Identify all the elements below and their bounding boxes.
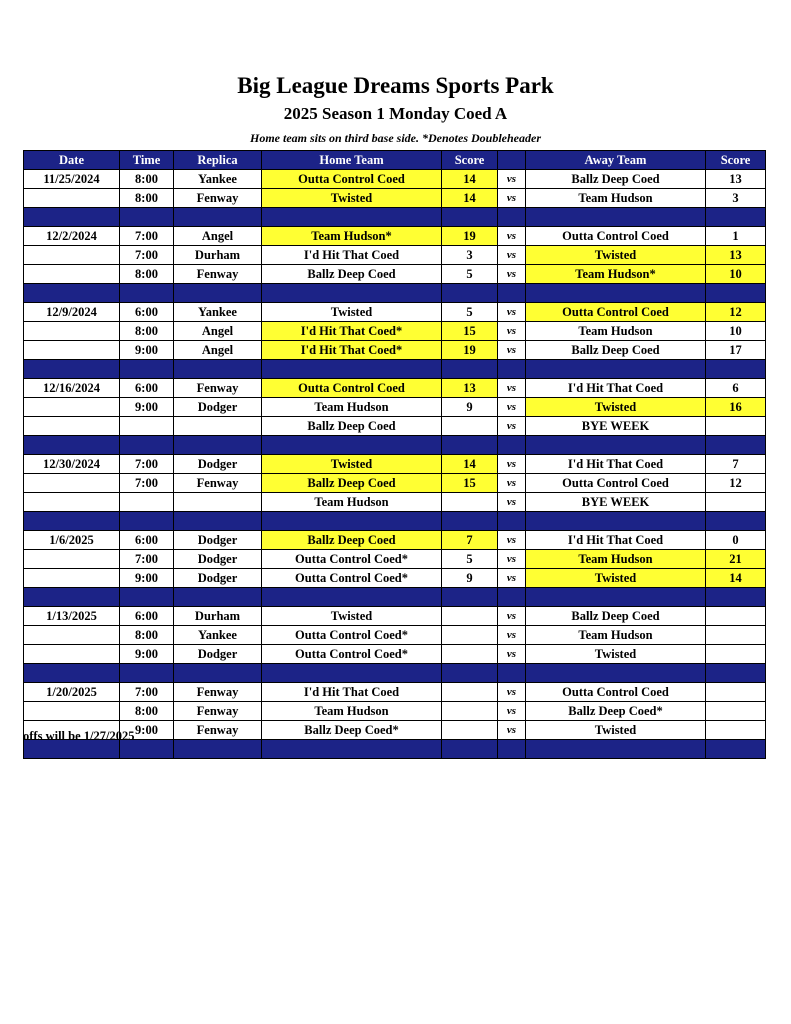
separator-cell <box>498 664 526 683</box>
time-cell: 7:00 <box>120 246 174 265</box>
date-cell <box>24 246 120 265</box>
home-score-cell: 14 <box>442 189 498 208</box>
separator-cell <box>706 436 766 455</box>
home-score-cell: 19 <box>442 227 498 246</box>
time-cell: 9:00 <box>120 569 174 588</box>
vs-cell: vs <box>498 721 526 740</box>
time-cell: 6:00 <box>120 531 174 550</box>
home-score-cell <box>442 721 498 740</box>
separator-cell <box>174 740 262 759</box>
separator-cell <box>174 284 262 303</box>
date-cell: 1/20/2025 <box>24 683 120 702</box>
away-team-cell: BYE WEEK <box>526 493 706 512</box>
separator-cell <box>498 740 526 759</box>
separator-cell <box>24 284 120 303</box>
week-separator-row <box>24 664 766 683</box>
vs-cell: vs <box>498 683 526 702</box>
separator-cell <box>24 360 120 379</box>
table-row <box>24 227 766 246</box>
separator-cell <box>442 588 498 607</box>
away-score-cell: 10 <box>706 265 766 284</box>
separator-cell <box>526 360 706 379</box>
separator-cell <box>526 740 706 759</box>
replica-cell: Dodger <box>174 455 262 474</box>
separator-cell <box>120 664 174 683</box>
away-score-cell: 21 <box>706 550 766 569</box>
home-score-cell: 5 <box>442 303 498 322</box>
col-header-home-team: Home Team <box>262 151 442 170</box>
vs-cell: vs <box>498 474 526 493</box>
separator-cell <box>706 360 766 379</box>
home-team-cell: Ballz Deep Coed <box>262 265 442 284</box>
separator-cell <box>120 360 174 379</box>
date-cell <box>24 702 120 721</box>
week-separator-row <box>24 512 766 531</box>
replica-cell: Fenway <box>174 702 262 721</box>
away-team-cell: Outta Control Coed <box>526 683 706 702</box>
table-row <box>24 417 766 436</box>
separator-cell <box>24 208 120 227</box>
date-cell <box>24 645 120 664</box>
date-cell: 12/2/2024 <box>24 227 120 246</box>
table-row <box>24 645 766 664</box>
col-header-vs <box>498 151 526 170</box>
schedule-table <box>23 150 766 759</box>
away-team-cell: Twisted <box>526 721 706 740</box>
time-cell <box>120 493 174 512</box>
separator-cell <box>262 512 442 531</box>
doubleheader-note: Home team sits on third base side. *Denotes Doubleheader <box>250 131 541 145</box>
separator-cell <box>498 360 526 379</box>
table-row <box>24 189 766 208</box>
date-cell <box>24 474 120 493</box>
home-team-cell: Outta Control Coed <box>262 379 442 398</box>
home-team-cell: Outta Control Coed <box>262 170 442 189</box>
replica-cell: Fenway <box>174 474 262 493</box>
separator-cell <box>262 588 442 607</box>
home-team-cell: Team Hudson <box>262 398 442 417</box>
vs-cell: vs <box>498 417 526 436</box>
replica-cell: Angel <box>174 322 262 341</box>
date-cell <box>24 189 120 208</box>
home-score-cell: 15 <box>442 474 498 493</box>
separator-cell <box>24 512 120 531</box>
vs-cell: vs <box>498 645 526 664</box>
home-team-cell: Ballz Deep Coed <box>262 474 442 493</box>
home-team-cell: I'd Hit That Coed <box>262 246 442 265</box>
time-cell: 7:00 <box>120 474 174 493</box>
home-team-cell: Ballz Deep Coed <box>262 417 442 436</box>
away-team-cell: Twisted <box>526 398 706 417</box>
replica-cell: Angel <box>174 227 262 246</box>
away-score-cell <box>706 493 766 512</box>
replica-cell: Durham <box>174 607 262 626</box>
separator-cell <box>706 208 766 227</box>
home-score-cell: 9 <box>442 398 498 417</box>
separator-cell <box>442 360 498 379</box>
separator-cell <box>262 284 442 303</box>
home-score-cell <box>442 683 498 702</box>
away-team-cell: Outta Control Coed <box>526 303 706 322</box>
separator-cell <box>706 588 766 607</box>
vs-cell: vs <box>498 398 526 417</box>
separator-cell <box>120 588 174 607</box>
away-score-cell <box>706 645 766 664</box>
away-team-cell: Outta Control Coed <box>526 227 706 246</box>
date-cell: 11/25/2024 <box>24 170 120 189</box>
table-row <box>24 702 766 721</box>
table-row <box>24 474 766 493</box>
away-team-cell: Team Hudson* <box>526 265 706 284</box>
vs-cell: vs <box>498 246 526 265</box>
separator-cell <box>262 664 442 683</box>
playoffs-note: offs will be 1/27/2025 <box>23 729 135 743</box>
away-score-cell <box>706 721 766 740</box>
replica-cell: Yankee <box>174 170 262 189</box>
separator-cell <box>174 360 262 379</box>
home-team-cell: I'd Hit That Coed* <box>262 341 442 360</box>
away-score-cell: 7 <box>706 455 766 474</box>
replica-cell: Fenway <box>174 189 262 208</box>
time-cell: 7:00 <box>120 683 174 702</box>
home-team-cell: I'd Hit That Coed* <box>262 322 442 341</box>
separator-cell <box>526 588 706 607</box>
replica-cell: Dodger <box>174 398 262 417</box>
home-team-cell: Outta Control Coed* <box>262 569 442 588</box>
home-score-cell <box>442 417 498 436</box>
vs-cell: vs <box>498 227 526 246</box>
week-separator-row <box>24 284 766 303</box>
vs-cell: vs <box>498 531 526 550</box>
separator-cell <box>442 284 498 303</box>
away-team-cell: BYE WEEK <box>526 417 706 436</box>
table-row <box>24 607 766 626</box>
separator-cell <box>706 284 766 303</box>
time-cell: 7:00 <box>120 455 174 474</box>
separator-cell <box>526 284 706 303</box>
separator-cell <box>174 512 262 531</box>
separator-cell <box>706 740 766 759</box>
separator-cell <box>24 588 120 607</box>
vs-cell: vs <box>498 626 526 645</box>
separator-cell <box>526 512 706 531</box>
schedule-body <box>24 170 766 759</box>
time-cell: 6:00 <box>120 303 174 322</box>
replica-cell: Yankee <box>174 626 262 645</box>
home-score-cell: 15 <box>442 322 498 341</box>
time-cell: 9:00 <box>120 645 174 664</box>
separator-cell <box>174 588 262 607</box>
date-cell <box>24 398 120 417</box>
vs-cell: vs <box>498 550 526 569</box>
time-cell: 9:00 <box>120 721 174 740</box>
season-subtitle: 2025 Season 1 Monday Coed A <box>283 104 508 123</box>
vs-cell: vs <box>498 702 526 721</box>
time-cell <box>120 417 174 436</box>
vs-cell: vs <box>498 569 526 588</box>
replica-cell: Dodger <box>174 569 262 588</box>
home-team-cell: Ballz Deep Coed* <box>262 721 442 740</box>
time-cell: 8:00 <box>120 170 174 189</box>
separator-cell <box>262 208 442 227</box>
table-row <box>24 569 766 588</box>
time-cell: 8:00 <box>120 265 174 284</box>
vs-cell: vs <box>498 341 526 360</box>
away-score-cell <box>706 607 766 626</box>
away-team-cell: Ballz Deep Coed <box>526 341 706 360</box>
table-row <box>24 626 766 645</box>
away-team-cell: Team Hudson <box>526 626 706 645</box>
home-score-cell <box>442 626 498 645</box>
separator-cell <box>262 436 442 455</box>
home-team-cell: I'd Hit That Coed <box>262 683 442 702</box>
separator-cell <box>174 436 262 455</box>
home-team-cell: Twisted <box>262 607 442 626</box>
separator-cell <box>526 436 706 455</box>
away-score-cell: 0 <box>706 531 766 550</box>
home-score-cell: 9 <box>442 569 498 588</box>
week-separator-row <box>24 436 766 455</box>
time-cell: 9:00 <box>120 398 174 417</box>
week-separator-row <box>24 588 766 607</box>
away-team-cell: Outta Control Coed <box>526 474 706 493</box>
separator-cell <box>498 436 526 455</box>
separator-cell <box>24 436 120 455</box>
separator-cell <box>442 740 498 759</box>
away-score-cell: 14 <box>706 569 766 588</box>
away-team-cell: Twisted <box>526 645 706 664</box>
table-row <box>24 341 766 360</box>
date-cell: 12/16/2024 <box>24 379 120 398</box>
time-cell: 8:00 <box>120 322 174 341</box>
separator-cell <box>442 208 498 227</box>
home-score-cell: 14 <box>442 455 498 474</box>
time-cell: 6:00 <box>120 607 174 626</box>
away-team-cell: Twisted <box>526 246 706 265</box>
date-cell <box>24 417 120 436</box>
table-row <box>24 379 766 398</box>
separator-cell <box>442 512 498 531</box>
replica-cell: Fenway <box>174 379 262 398</box>
home-score-cell <box>442 607 498 626</box>
date-cell: 12/30/2024 <box>24 455 120 474</box>
table-row <box>24 398 766 417</box>
time-cell: 6:00 <box>120 379 174 398</box>
vs-cell: vs <box>498 607 526 626</box>
date-cell <box>24 265 120 284</box>
separator-cell <box>498 588 526 607</box>
away-score-cell: 10 <box>706 322 766 341</box>
table-row <box>24 322 766 341</box>
replica-cell: Dodger <box>174 531 262 550</box>
home-team-cell: Team Hudson* <box>262 227 442 246</box>
home-team-cell: Twisted <box>262 455 442 474</box>
home-team-cell: Team Hudson <box>262 493 442 512</box>
table-row <box>24 493 766 512</box>
separator-cell <box>526 664 706 683</box>
away-score-cell: 12 <box>706 474 766 493</box>
separator-cell <box>120 284 174 303</box>
away-score-cell: 16 <box>706 398 766 417</box>
vs-cell: vs <box>498 455 526 474</box>
vs-cell: vs <box>498 379 526 398</box>
home-score-cell: 14 <box>442 170 498 189</box>
table-row <box>24 265 766 284</box>
away-score-cell: 13 <box>706 170 766 189</box>
replica-cell: Yankee <box>174 303 262 322</box>
time-cell: 9:00 <box>120 341 174 360</box>
separator-cell <box>120 512 174 531</box>
table-row <box>24 170 766 189</box>
home-score-cell <box>442 645 498 664</box>
separator-cell <box>262 360 442 379</box>
date-cell <box>24 626 120 645</box>
vs-cell: vs <box>498 170 526 189</box>
separator-cell <box>442 436 498 455</box>
replica-cell: Angel <box>174 341 262 360</box>
date-cell: 1/6/2025 <box>24 531 120 550</box>
separator-cell <box>442 664 498 683</box>
away-team-cell: Ballz Deep Coed <box>526 607 706 626</box>
away-team-cell: I'd Hit That Coed <box>526 531 706 550</box>
separator-cell <box>24 664 120 683</box>
home-score-cell: 5 <box>442 550 498 569</box>
away-score-cell <box>706 417 766 436</box>
away-team-cell: Team Hudson <box>526 550 706 569</box>
home-score-cell <box>442 493 498 512</box>
home-score-cell: 19 <box>442 341 498 360</box>
replica-cell: Dodger <box>174 645 262 664</box>
separator-cell <box>174 208 262 227</box>
home-score-cell: 5 <box>442 265 498 284</box>
time-cell: 8:00 <box>120 702 174 721</box>
col-header-away-score: Score <box>706 151 766 170</box>
replica-cell <box>174 417 262 436</box>
away-team-cell: Team Hudson <box>526 322 706 341</box>
separator-cell <box>706 512 766 531</box>
away-score-cell: 1 <box>706 227 766 246</box>
vs-cell: vs <box>498 189 526 208</box>
week-separator-row <box>24 740 766 759</box>
date-cell <box>24 569 120 588</box>
home-score-cell: 3 <box>442 246 498 265</box>
table-row <box>24 683 766 702</box>
away-team-cell: Ballz Deep Coed <box>526 170 706 189</box>
col-header-home-score: Score <box>442 151 498 170</box>
separator-cell <box>120 436 174 455</box>
separator-cell <box>498 284 526 303</box>
away-team-cell: I'd Hit That Coed <box>526 455 706 474</box>
away-team-cell: Ballz Deep Coed* <box>526 702 706 721</box>
table-row <box>24 550 766 569</box>
vs-cell: vs <box>498 493 526 512</box>
home-team-cell: Outta Control Coed* <box>262 550 442 569</box>
separator-cell <box>498 208 526 227</box>
col-header-time: Time <box>120 151 174 170</box>
away-score-cell <box>706 702 766 721</box>
replica-cell: Fenway <box>174 683 262 702</box>
date-cell <box>24 322 120 341</box>
home-team-cell: Team Hudson <box>262 702 442 721</box>
time-cell: 8:00 <box>120 189 174 208</box>
replica-cell: Fenway <box>174 265 262 284</box>
time-cell: 7:00 <box>120 550 174 569</box>
separator-cell <box>262 740 442 759</box>
away-score-cell: 13 <box>706 246 766 265</box>
home-score-cell: 7 <box>442 531 498 550</box>
table-row <box>24 721 766 740</box>
replica-cell <box>174 493 262 512</box>
page-title: Big League Dreams Sports Park <box>237 73 554 98</box>
separator-cell <box>706 664 766 683</box>
separator-cell <box>498 512 526 531</box>
table-header-row <box>24 151 766 170</box>
separator-cell <box>120 208 174 227</box>
away-score-cell <box>706 683 766 702</box>
away-score-cell <box>706 626 766 645</box>
separator-cell <box>174 664 262 683</box>
week-separator-row <box>24 208 766 227</box>
replica-cell: Dodger <box>174 550 262 569</box>
away-score-cell: 3 <box>706 189 766 208</box>
home-team-cell: Twisted <box>262 303 442 322</box>
away-score-cell: 6 <box>706 379 766 398</box>
col-header-date: Date <box>24 151 120 170</box>
date-cell <box>24 493 120 512</box>
home-team-cell: Twisted <box>262 189 442 208</box>
home-team-cell: Ballz Deep Coed <box>262 531 442 550</box>
vs-cell: vs <box>498 322 526 341</box>
time-cell: 8:00 <box>120 626 174 645</box>
col-header-replica: Replica <box>174 151 262 170</box>
date-cell <box>24 550 120 569</box>
date-cell <box>24 341 120 360</box>
table-row <box>24 303 766 322</box>
home-score-cell <box>442 702 498 721</box>
home-team-cell: Outta Control Coed* <box>262 645 442 664</box>
home-score-cell: 13 <box>442 379 498 398</box>
time-cell: 7:00 <box>120 227 174 246</box>
col-header-away-team: Away Team <box>526 151 706 170</box>
away-score-cell: 17 <box>706 341 766 360</box>
away-team-cell: Team Hudson <box>526 189 706 208</box>
vs-cell: vs <box>498 265 526 284</box>
date-cell: 12/9/2024 <box>24 303 120 322</box>
away-team-cell: Twisted <box>526 569 706 588</box>
replica-cell: Fenway <box>174 721 262 740</box>
table-row <box>24 531 766 550</box>
away-score-cell: 12 <box>706 303 766 322</box>
separator-cell <box>526 208 706 227</box>
week-separator-row <box>24 360 766 379</box>
date-cell: 1/13/2025 <box>24 607 120 626</box>
table-row <box>24 455 766 474</box>
home-team-cell: Outta Control Coed* <box>262 626 442 645</box>
vs-cell: vs <box>498 303 526 322</box>
table-row <box>24 246 766 265</box>
away-team-cell: I'd Hit That Coed <box>526 379 706 398</box>
replica-cell: Durham <box>174 246 262 265</box>
